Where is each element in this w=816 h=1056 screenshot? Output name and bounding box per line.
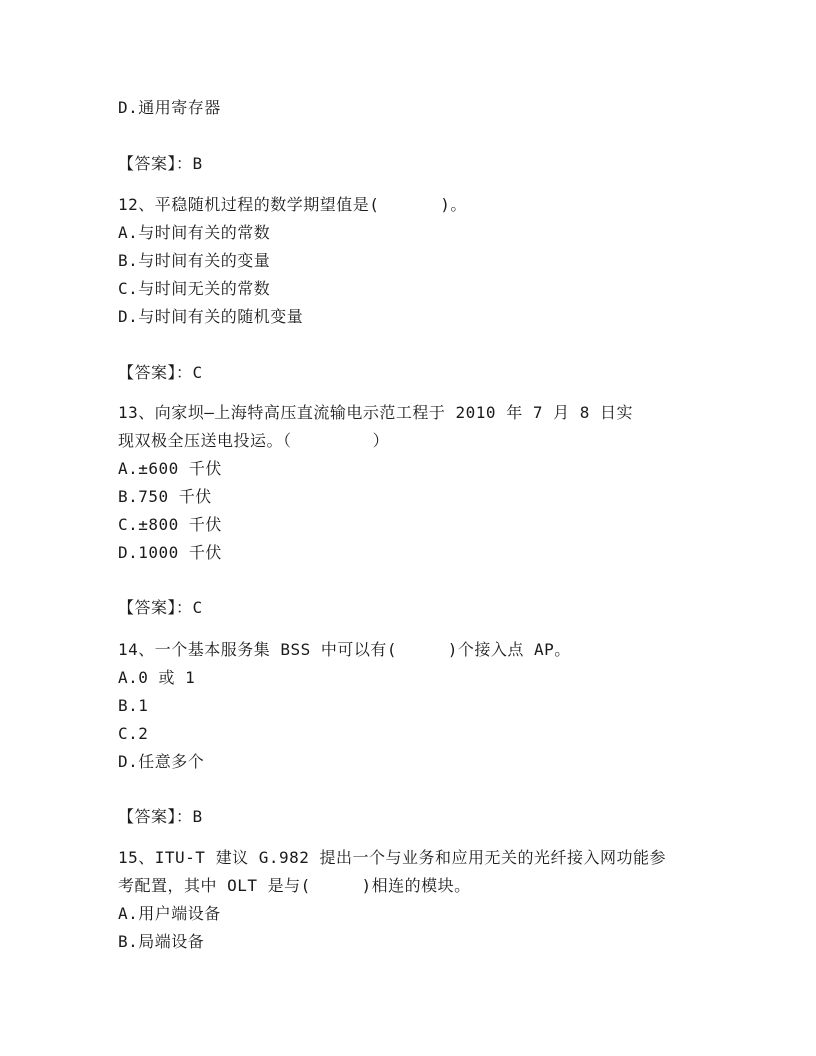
answer-label: 【答案】：B [118, 807, 203, 826]
question-13-option-b: B.750 千伏 [118, 487, 212, 506]
question-14-option-a: A.0 或 1 [118, 668, 196, 687]
question-12-option-d: D.与时间有关的随机变量 [118, 307, 304, 326]
question-13-stem-line-1: 13、向家坝—上海特高压直流输电示范工程于 2010 年 7 月 8 日实 [118, 403, 633, 422]
question-13-stem-line-2: 现双极全压送电投运。（ ） [118, 431, 390, 450]
question-13-option-a: A.±600 千伏 [118, 459, 222, 478]
question-15-stem-line-2: 考配置，其中 OLT 是与( )相连的模块。 [118, 876, 471, 895]
question-14-option-d: D.任意多个 [118, 752, 205, 771]
answer-label: 【答案】：C [118, 598, 203, 617]
question-12-option-a: A.与时间有关的常数 [118, 223, 271, 242]
question-15-option-a: A.用户端设备 [118, 904, 221, 923]
question-12-option-b: B.与时间有关的变量 [118, 251, 271, 270]
question-14-stem: 14、一个基本服务集 BSS 中可以有( )个接入点 AP。 [118, 640, 571, 659]
question-13-option-d: D.1000 千伏 [118, 543, 222, 562]
question-12-option-c: C.与时间无关的常数 [118, 279, 271, 298]
question-12-stem: 12、平稳随机过程的数学期望值是( )。 [118, 195, 467, 214]
question-15-option-b: B.局端设备 [118, 932, 205, 951]
question-14-option-c: C.2 [118, 724, 149, 743]
question-13-option-c: C.±800 千伏 [118, 515, 222, 534]
question-15-stem-line-1: 15、ITU-T 建议 G.982 提出一个与业务和应用无关的光纤接入网功能参 [118, 848, 666, 867]
answer-label: 【答案】：B [118, 154, 203, 173]
question-14-option-b: B.1 [118, 696, 149, 715]
answer-label: 【答案】：C [118, 363, 203, 382]
option-d: D.通用寄存器 [118, 98, 221, 117]
